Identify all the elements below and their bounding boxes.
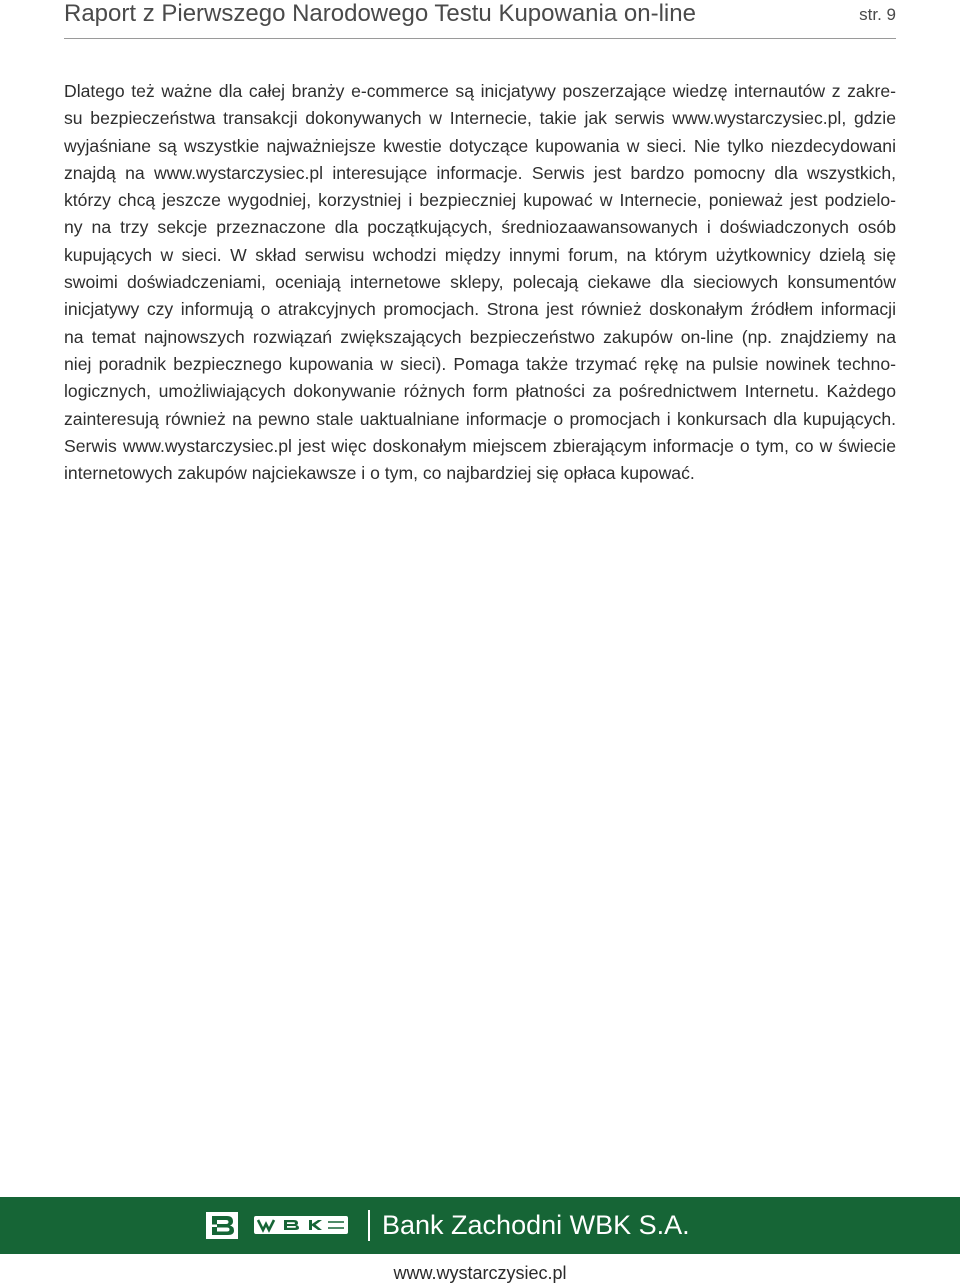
bank-name: Bank Zachodni WBK S.A. (382, 1210, 690, 1240)
paragraph-line: zainteresują również na pewno stale uaktualniane informacje o promocjach i konkursach dla kupujących. (64, 408, 896, 429)
paragraph-line: inicjatywy czy informują o atrakcyjnych promocjach. Strona jest również doskonałym źródłem informacji (64, 299, 896, 320)
paragraph-line: su bezpieczeństwa transakcji dokonywanych w Internecie, takie jak serwis www.wystarczysiec.pl, gdzie (64, 108, 896, 129)
paragraph-line: na temat najnowszych rozwiązań zwiększających bezpieczeństwo zakupów on-line (np. znajdziemy na (64, 326, 896, 347)
footer-divider (368, 1210, 370, 1241)
paragraph-line: znajdą na www.wystarczysiec.pl interesujące informacje. Serwis jest bardzo pomocny dla wszystkich, (64, 162, 896, 183)
paragraph-line: Serwis www.wystarczysiec.pl jest więc doskonałym miejscem zbierającym informacje o tym, co w świecie (64, 435, 896, 456)
paragraph-line: internetowych zakupów najciekawsze i o tym, co najbardziej się opłaca kupować. (64, 463, 695, 484)
paragraph-line: logicznych, umożliwiających dokonywanie różnych form płatności za pośrednictwem Internetu. Każdego (64, 381, 896, 402)
report-title: Raport z Pierwszego Narodowego Testu Kupowania on-line (64, 0, 696, 27)
page-number: str. 9 (859, 5, 896, 24)
paragraph-line: niej poradnik bezpiecznego kupowania w sieci). Pomaga także trzymać rękę na pulsie nowinek techno- (64, 353, 896, 374)
bzwbk-logo-icon (206, 1212, 238, 1239)
paragraph-line: swoimi doświadczeniami, oceniają internetowe sklepy, polecają ciekawe dla sieciowych konsumentów (64, 272, 896, 293)
paragraph-line: wyjaśniane są wszystkie najważniejsze kwestie dotyczące kupowania w sieci. Nie tylko niezdecydowani (64, 135, 896, 156)
paragraph-line: ny na trzy sekcje przeznaczone dla początkujących, średniozaawansowanych i doświadczonych osób (64, 217, 896, 238)
body-paragraph (64, 78, 896, 487)
footer-url[interactable]: www.wystarczysiec.pl (393, 1263, 567, 1283)
paragraph-line: którzy chcą jeszcze wygodniej, korzystniej i bezpieczniej kupować w Internecie, ponieważ jest podzielo- (64, 190, 896, 211)
page-header (64, 0, 896, 39)
paragraph-line: Dlatego też ważne dla całej branży e-commerce są inicjatywy poszerzające wiedzę internautów z zakre- (64, 81, 896, 101)
footer-band (0, 1197, 960, 1254)
paragraph-line: kupujących w sieci. W skład serwisu wchodzi między innymi forum, na którym użytkownicy dzielą się (64, 244, 896, 265)
wbk-wordmark-logo (254, 1216, 348, 1234)
